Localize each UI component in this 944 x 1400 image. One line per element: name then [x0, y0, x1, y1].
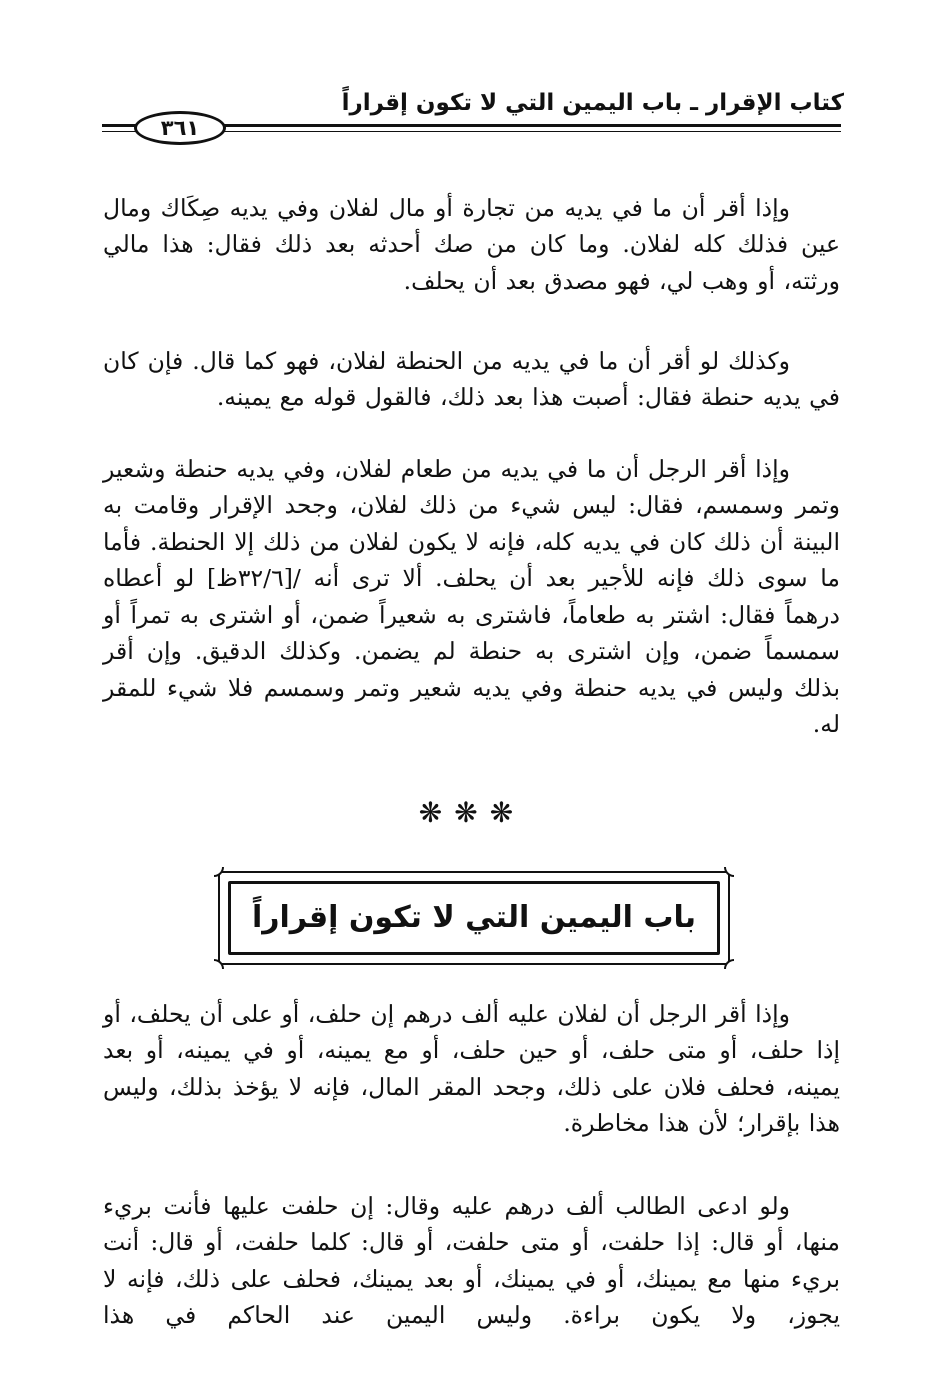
chapter-heading-frame [218, 871, 730, 965]
running-header-title: كتاب الإقرار ـ باب اليمين التي لا تكون إقراراً [341, 90, 844, 116]
chapter-paragraph-2: ولو ادعى الطالب ألف درهم عليه وقال: إن حلفت عليها فأنت بريء منها، أو قال: إذا حلفت، أو متى حلفت، أو قال: كلما حلفت، أو قال: أنت بريء منها مع يمينك، أو في يمينك، أو بعد يمينك، فحلف على ذلك، فإنه لا يجوز، ولا يكون براءة. وليس اليمين عند الحاكم في هذا [103, 1191, 840, 1329]
body-paragraph-3: وإذا أقر الرجل أن ما في يديه من طعام لفلان، وفي يديه حنطة وشعير وتمر وسمسم، فقال: ليس شيء من ذلك لفلان، وجحد الإقرار وقامت به البينة أن ذلك كان في يديه كله، فإنه لا يكون لفلان من ذلك إلا الحنطة. فأما ما سوى ذلك فإنه للأجير بعد أن يحلف. ألا ترى أنه /[٣٢/٦ظ] لو أعطاه درهماً فقال: اشتر به طعاماً، فاشترى به شعيراً ضمن، أو اشترى به تمراً أو سمسماً ضمن، وإن اشترى به حنطة لم يضمن. وكذلك الدقيق. وإن أقر بذلك وليس في يديه حنطة وفي يديه شعير وتمر وسمسم فلا شيء للمقر له. [103, 454, 840, 738]
frame-corner-ornament [214, 867, 224, 877]
chapter-heading-inner-frame [228, 881, 720, 955]
frame-corner-ornament [214, 959, 224, 969]
chapter-heading: باب اليمين التي لا تكون إقراراً [251, 900, 697, 935]
frame-corner-ornament [724, 867, 734, 877]
body-paragraph-2: وكذلك لو أقر أن ما في يديه من الحنطة لفلان، فهو كما قال. فإن كان في يديه حنطة فقال: أصبت هذا بعد ذلك، فالقول قوله مع يمينه. [103, 346, 840, 411]
frame-corner-ornament [724, 959, 734, 969]
body-paragraph-1: وإذا أقر أن ما في يديه من تجارة أو مال لفلان وفي يديه صِكَاك ومال عين فذلك كله لفلان. وما كان من صك أحدثه بعد ذلك فقال: هذا مالي ورثته، أو وهب لي، فهو مصدق بعد أن يحلف. [103, 193, 840, 295]
page-number: ٣٦١ [134, 111, 226, 145]
chapter-paragraph-1: وإذا أقر الرجل أن لفلان عليه ألف درهم إن حلف، أو على أن يحلف، أو إذا حلف، أو متى حلف، أو حين حلف، أو مع يمينه، أو في يمينه، أو بعد يمينه، فحلف فلان على ذلك، وجحد المقر المال، فإنه لا يؤخذ بذلك، وليس هذا بإقرار؛ لأن هذا مخاطرة. [103, 999, 840, 1137]
section-ornament: ❋❋❋ [418, 796, 526, 829]
